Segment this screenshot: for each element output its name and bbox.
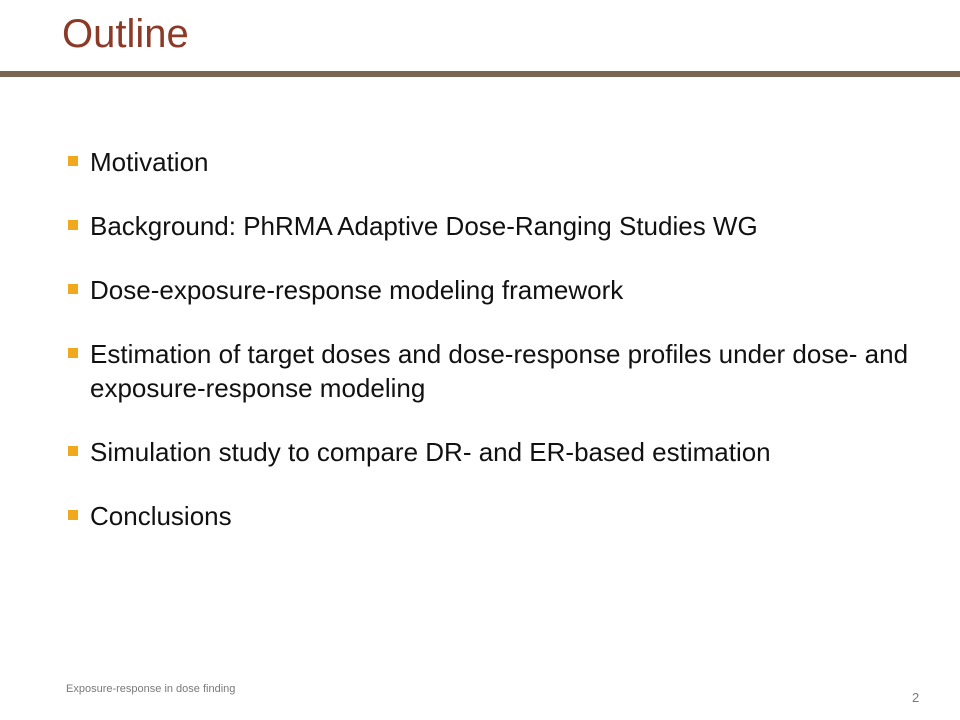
footer-text: Exposure-response in dose finding xyxy=(66,683,236,695)
bullet-item-background xyxy=(66,209,936,243)
title-divider xyxy=(0,71,960,77)
bullet-text: Conclusions xyxy=(90,501,232,531)
bullet-item-framework xyxy=(66,273,936,307)
square-bullet-icon xyxy=(68,220,78,230)
square-bullet-icon xyxy=(68,156,78,166)
bullet-text: Background: PhRMA Adaptive Dose-Ranging Studies WG xyxy=(90,211,758,241)
square-bullet-icon xyxy=(68,446,78,456)
bullet-list xyxy=(66,145,936,563)
bullet-item-conclusions xyxy=(66,499,936,533)
bullet-text: Dose-exposure-response modeling framework xyxy=(90,275,624,305)
page-number: 2 xyxy=(912,690,920,705)
square-bullet-icon xyxy=(68,284,78,294)
bullet-item-motivation xyxy=(66,145,936,179)
bullet-text: Simulation study to compare DR- and ER-based estimation xyxy=(90,437,771,467)
bullet-text: Motivation xyxy=(90,147,209,177)
bullet-text: Estimation of target doses and dose-response profiles under dose- and exposure-response modeling xyxy=(90,339,909,403)
bullet-item-estimation xyxy=(66,337,936,405)
bullet-item-simulation xyxy=(66,435,936,469)
slide-title: Outline xyxy=(62,12,189,56)
square-bullet-icon xyxy=(68,510,78,520)
square-bullet-icon xyxy=(68,348,78,358)
